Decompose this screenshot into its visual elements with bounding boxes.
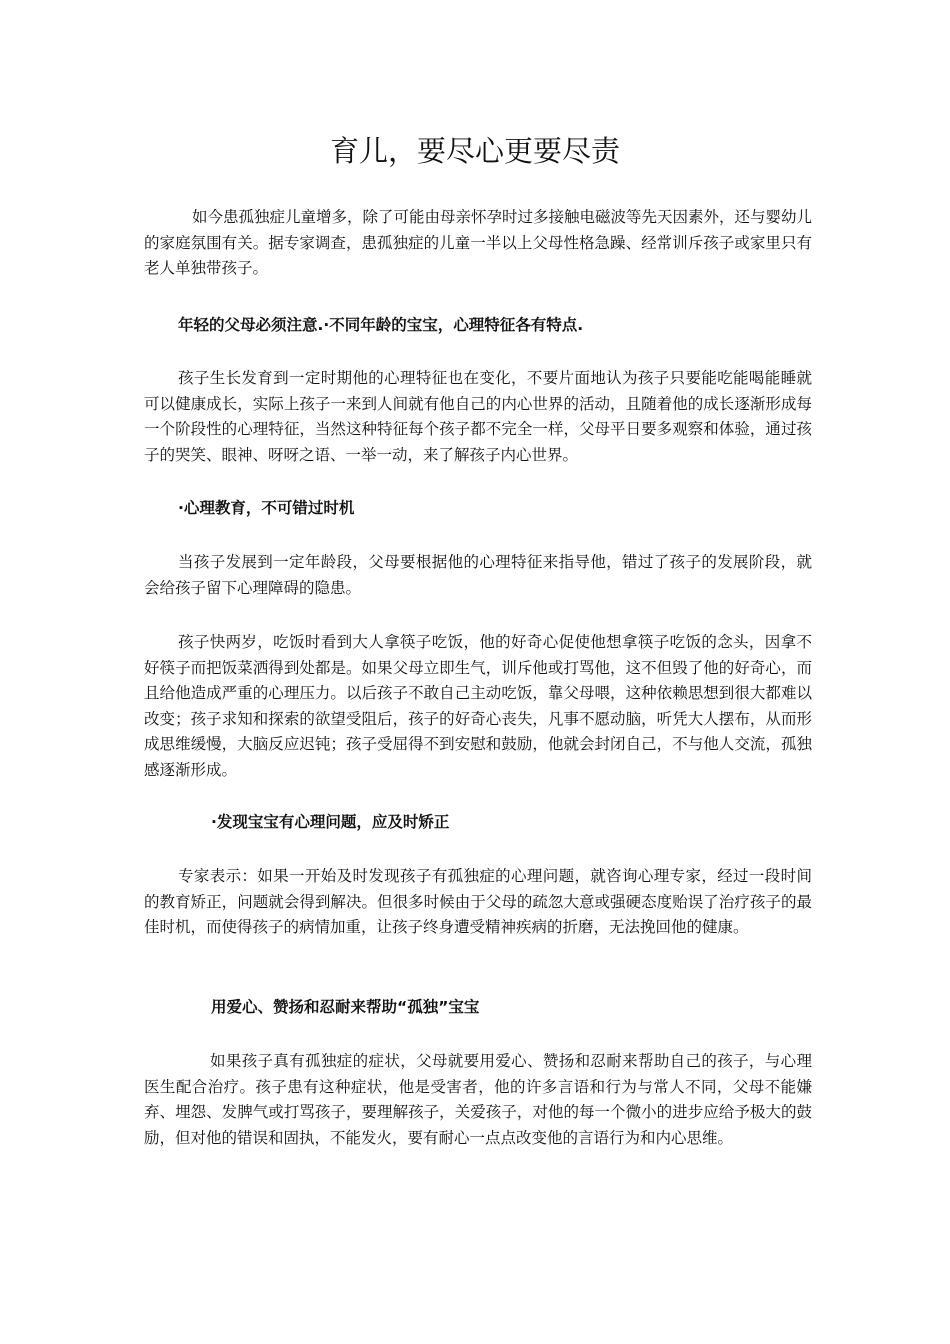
- paragraph-expert-advice: 专家表示：如果一开始及时发现孩子有孤独症的心理问题，就咨询心理专家，经过一段时间的教育矫正，问题就会得到解决。但很多时候由于父母的疏忽大意或强硬态度贻误了治疗孩子的最佳时机，而使得孩子的病情加重，让孩子终身遭受精神疾病的折磨，无法挽回他的健康。: [144, 867, 812, 936]
- paragraph-love-support: 如果孩子真有孤独症的症状，父母就要用爱心、赞扬和忍耐来帮助自己的孩子，与心理医生配合治疗。孩子患有这种症状，他是受害者，他的许多言语和行为与常人不同，父母不能嫌弃、埋怨、发脾气或打骂孩子，要理解孩子，关爱孩子，对他的每一个微小的进步应给予极大的鼓励，但对他的错误和固执，不能发火，要有耐心一点点改变他的言语行为和内心思维。: [144, 1052, 812, 1147]
- paragraph-age-traits: 孩子生长发育到一定时期他的心理特征也在变化，不要片面地认为孩子只要能吃能喝能睡就可以健康成长，实际上孩子一来到人间就有他自己的内心世界的活动，且随着他的成长逐渐形成每一个阶段性的心理特征，当然这种特征每个孩子都不完全一样，父母平日要多观察和体验，通过孩子的哭笑、眼神、呀呀之语、一举一动，来了解孩子内心世界。: [144, 369, 812, 464]
- intro-paragraph: 如今患孤独症儿童增多，除了可能由母亲怀孕时过多接触电磁波等先天因素外，还与婴幼儿的家庭氛围有关。据专家调查，患孤独症的儿童一半以上父母性格急躁、经常训斥孩子或家里只有老人单独带孩子。: [144, 208, 813, 277]
- document-title: 育儿，要尽心更要尽责: [329, 134, 620, 168]
- section-heading-psych-education: ·心理教育，不可错过时机: [178, 499, 355, 517]
- paragraph-psych-education: 当孩子发展到一定年龄段，父母要根据他的心理特征来指导他，错过了孩子的发展阶段，就会给孩子留下心理障碍的隐患。: [144, 553, 812, 597]
- section-heading-correct-timely: ·发现宝宝有心理问题，应及时矫正: [211, 813, 450, 831]
- section-heading-love-support: 用爱心、赞扬和忍耐来帮助“孤独”宝宝: [211, 998, 480, 1016]
- section-heading-age-traits: 年轻的父母必须注意.·不同年龄的宝宝，心理特征各有特点.: [178, 316, 584, 334]
- paragraph-chopsticks-example: 孩子快两岁，吃饭时看到大人拿筷子吃饭，他的好奇心促使他想拿筷子吃饭的念头，因拿不好筷子而把饭菜洒得到处都是。如果父母立即生气，训斥他或打骂他，这不但毁了他的好奇心，而且给他造成严重的心理压力。以后孩子不敢自己主动吃饭，靠父母喂，这种依赖思想到很大都难以改变；孩子求知和探索的欲望受阻后，孩子的好奇心丧失，凡事不愿动脑，听凭大人摆布，从而形成思维缓慢，大脑反应迟钝；孩子受屈得不到安慰和鼓励，他就会封闭自己，不与他人交流，孤独感逐渐形成。: [144, 633, 812, 779]
